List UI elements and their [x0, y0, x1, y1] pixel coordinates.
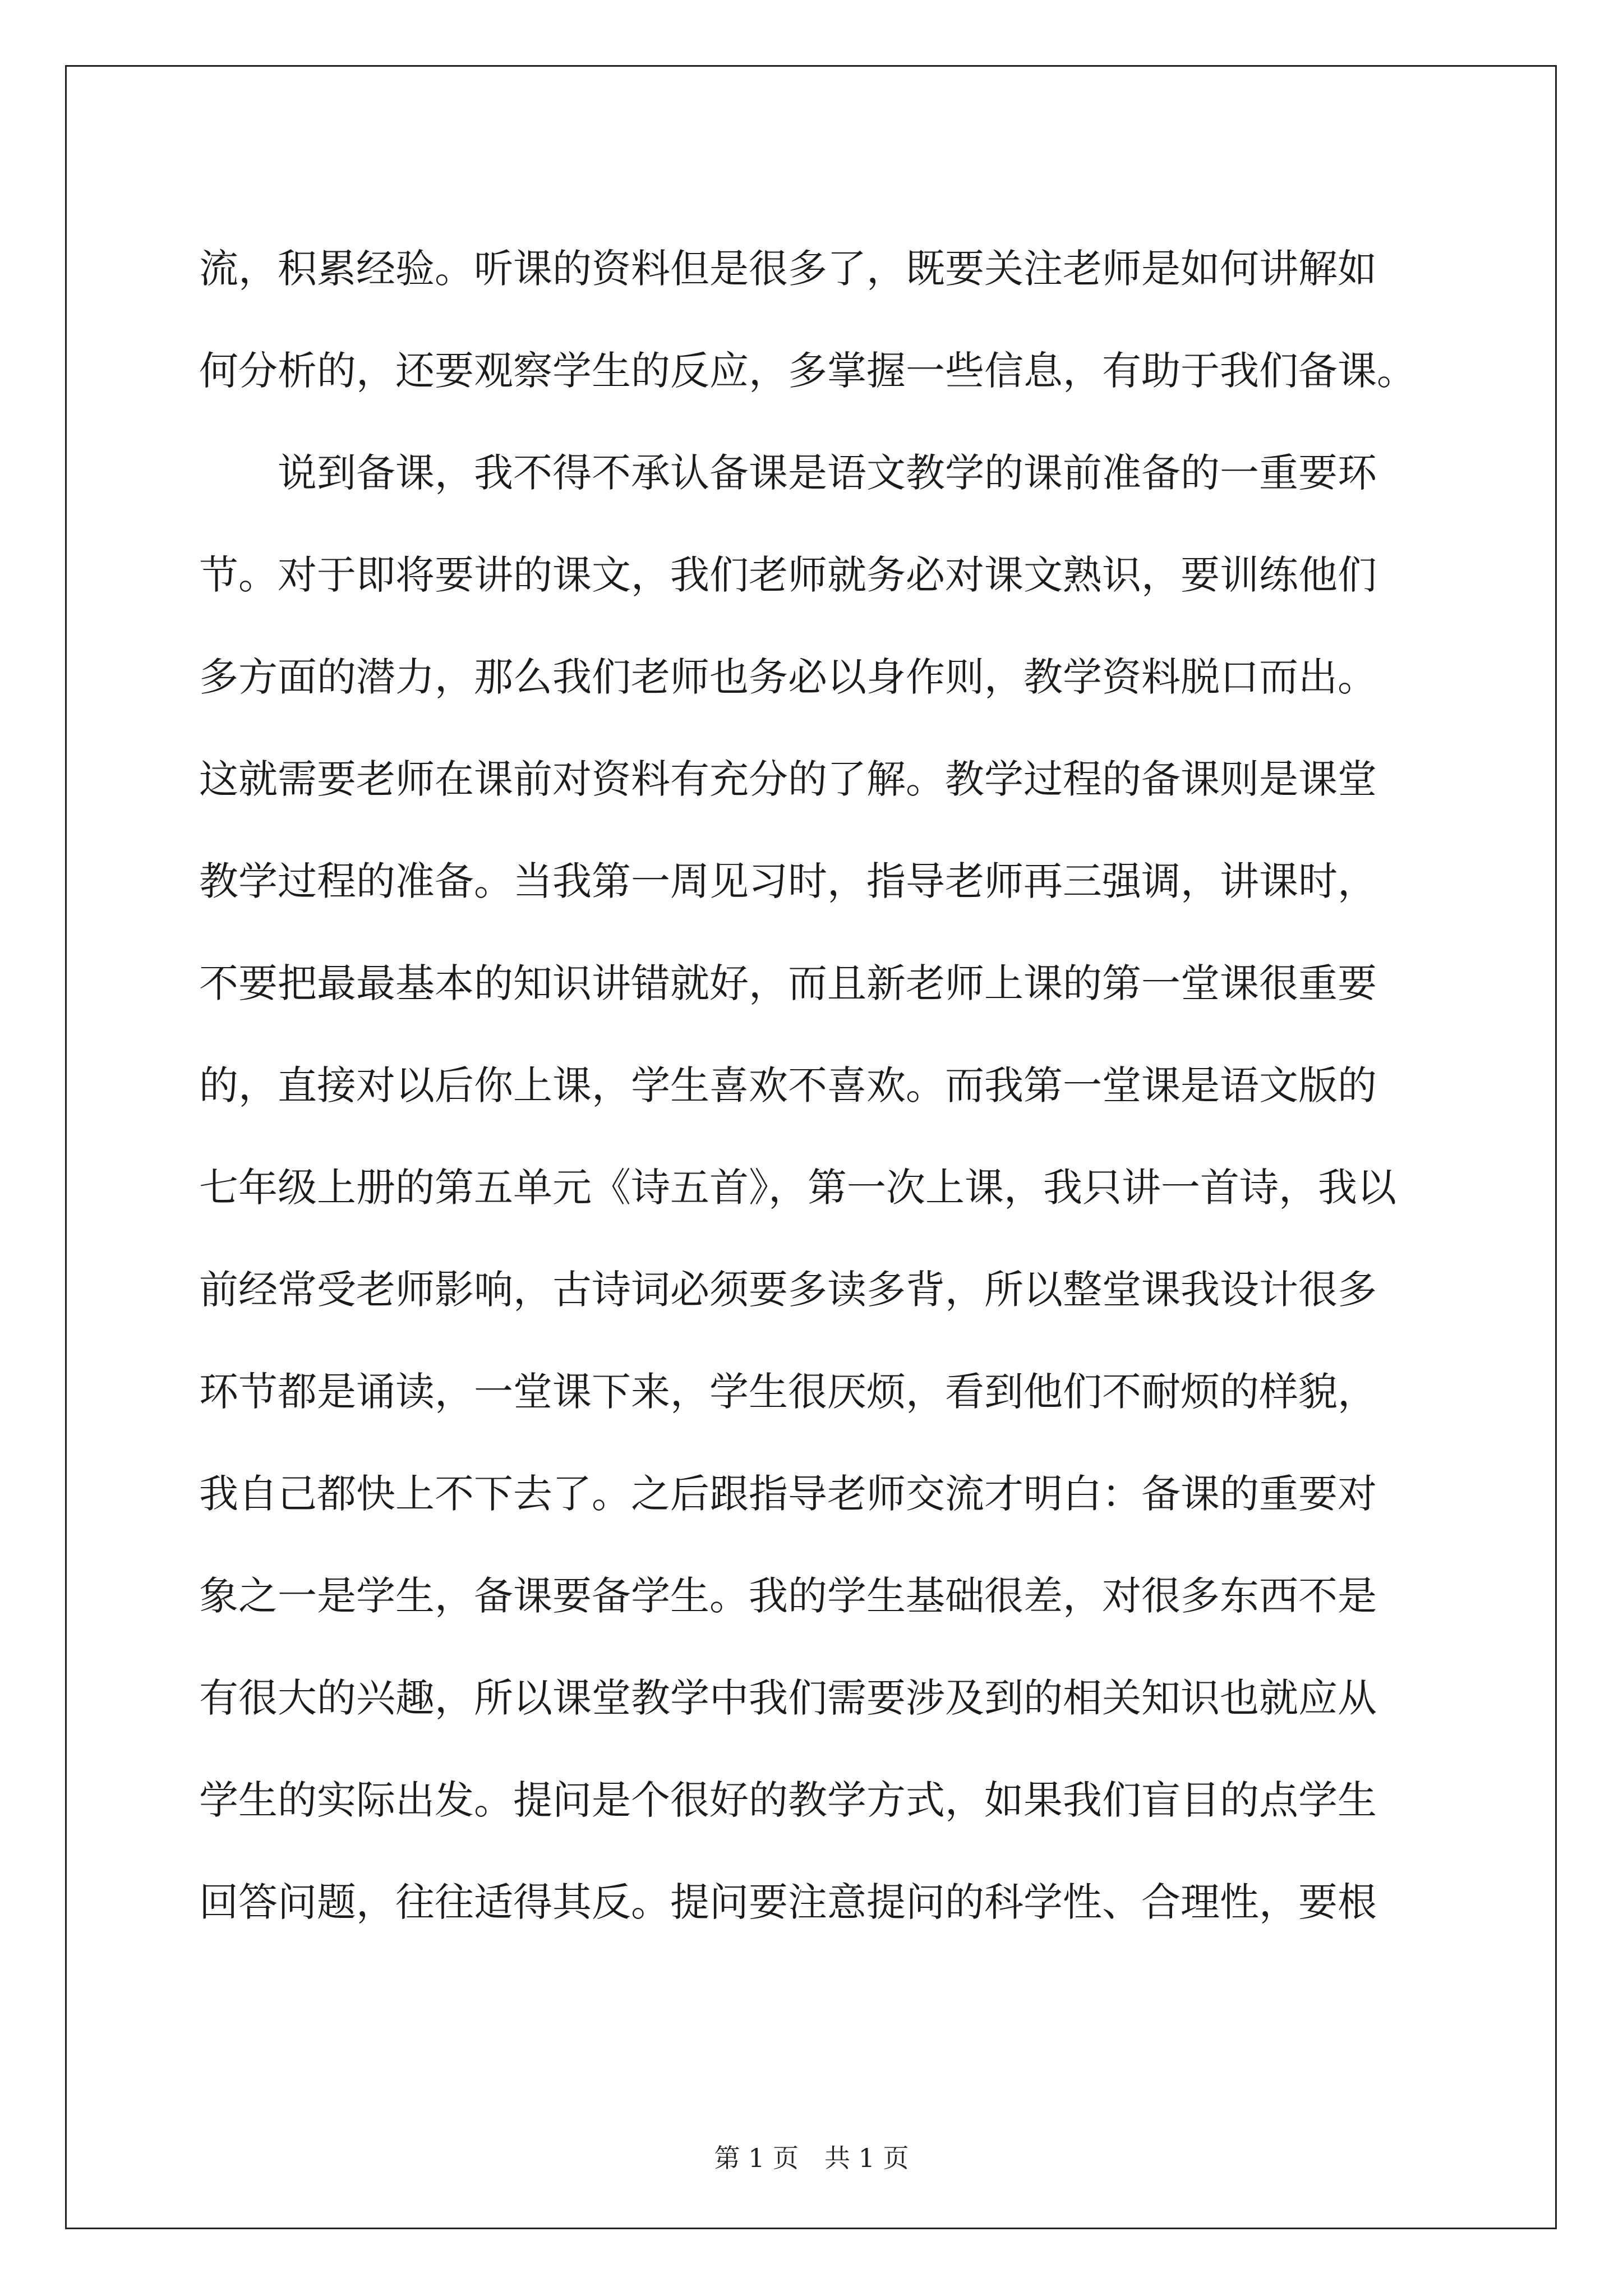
- text-line: 何分析的，还要观察学生的反应，多掌握一些信息，有助于我们备课。: [199, 348, 1416, 394]
- text-line: 的，直接对以后你上课，学生喜欢不喜欢。而我第一堂课是语文版的: [199, 1062, 1377, 1108]
- text-line: 七年级上册的第五单元《诗五首》，第一次上课，我只讲一首诗，我以: [199, 1165, 1396, 1211]
- text-line: 有很大的兴趣，所以课堂教学中我们需要涉及到的相关知识也就应从: [199, 1675, 1377, 1721]
- text-line: 前经常受老师影响，古诗词必须要多读多背，所以整堂课我设计很多: [199, 1267, 1377, 1313]
- text-line: 我自己都快上不下去了。之后跟指导老师交流才明白：备课的重要对: [199, 1471, 1377, 1517]
- text-line: 这就需要老师在课前对资料有充分的了解。教学过程的备课则是课堂: [199, 756, 1377, 802]
- text-line: 学生的实际出发。提问是个很好的教学方式，如果我们盲目的点学生: [199, 1777, 1377, 1823]
- text-line: 象之一是学生，备课要备学生。我的学生基础很差，对很多东西不是: [199, 1573, 1377, 1619]
- text-line: 说到备课，我不得不承认备课是语文教学的课前准备的一重要环: [199, 450, 1377, 496]
- page-number-footer: 第 1 页 共 1 页: [714, 2143, 909, 2173]
- text-line: 不要把最最基本的知识讲错就好，而且新老师上课的第一堂课很重要: [199, 960, 1377, 1006]
- text-line: 流，积累经验。听课的资料但是很多了，既要关注老师是如何讲解如: [199, 246, 1377, 292]
- text-line: 教学过程的准备。当我第一周见习时，指导老师再三强调，讲课时，: [199, 858, 1377, 904]
- text-line: 节。对于即将要讲的课文，我们老师就务必对课文熟识，要训练他们: [199, 552, 1377, 598]
- text-line: 回答问题，往往适得其反。提问要注意提问的科学性、合理性，要根: [199, 1879, 1377, 1925]
- body-text: [199, 218, 1427, 1953]
- text-line: 多方面的潜力，那么我们老师也务必以身作则，教学资料脱口而出。: [199, 654, 1377, 700]
- text-line: 环节都是诵读，一堂课下来，学生很厌烦，看到他们不耐烦的样貌，: [199, 1369, 1377, 1415]
